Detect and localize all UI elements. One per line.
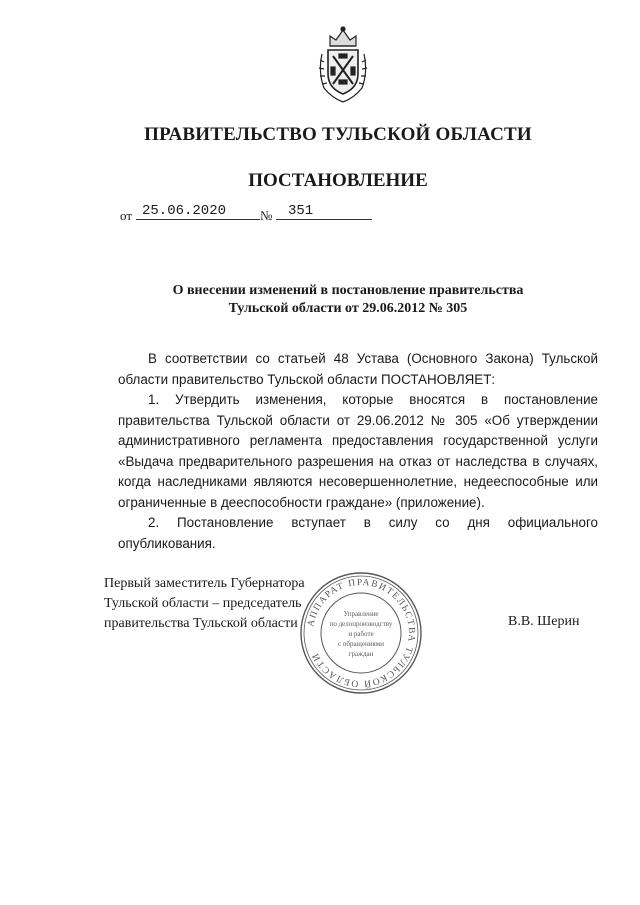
number-underline — [276, 219, 372, 220]
stamp-inner-line-5: граждан — [348, 650, 374, 658]
registration-date: 25.06.2020 — [142, 203, 227, 219]
stamp-ring-text: АППАРАТ ПРАВИТЕЛЬСТВА ТУЛЬСКОЙ ОБЛАСТИ — [306, 577, 417, 689]
body-item-1: 1. Утвердить изменения, которые вносятся в постановление правительства Тульской области от 29.06.2012 № 305 «Об утверждении административного регламента предоставления государственной услуги «Выдача предварительного разрешения на отказ от наследства в случаях, когда наследниками являются несовершеннолетние, недееспособные или ограниченные в дееспособности граждане» (приложение). — [118, 392, 598, 510]
official-stamp — [298, 570, 424, 696]
signatory-position — [104, 574, 305, 634]
document-type-title: ПОСТАНОВЛЕНИЕ — [248, 170, 428, 191]
organization-title: ПРАВИТЕЛЬСТВО ТУЛЬСКОЙ ОБЛАСТИ — [144, 124, 532, 145]
document-body — [118, 349, 598, 554]
position-line-1: Первый заместитель Губернатора — [104, 576, 305, 591]
body-intro: В соответствии со статьей 48 Устава (Основного Закона) Тульской области правительство Тульской области ПОСТАНОВЛЯЕТ: — [118, 351, 598, 387]
date-label: от — [120, 208, 133, 223]
position-line-3: правительства Тульской области — [104, 616, 298, 631]
subject-line-1: О внесении изменений в постановление правительства — [172, 283, 524, 298]
date-underline — [136, 219, 260, 220]
subject-line-2: Тульской области от 29.06.2012 № 305 — [228, 301, 468, 316]
registration-number: 351 — [288, 203, 314, 219]
position-line-2: Тульской области – председатель — [104, 596, 302, 611]
stamp-inner-line-3: и работе — [348, 630, 374, 638]
body-item-2: 2. Постановление вступает в силу со дня официального опубликования. — [118, 515, 598, 551]
stamp-inner-line-4: с обращениями — [338, 640, 384, 648]
tula-coat-of-arms-icon — [312, 24, 374, 106]
signatory-name: В.В. Шерин — [508, 614, 580, 629]
number-label: № — [260, 208, 273, 223]
stamp-inner-line-2: по делопроизводству — [329, 620, 393, 628]
document-subject — [120, 282, 576, 318]
stamp-inner-line-1: Управление — [343, 610, 379, 618]
